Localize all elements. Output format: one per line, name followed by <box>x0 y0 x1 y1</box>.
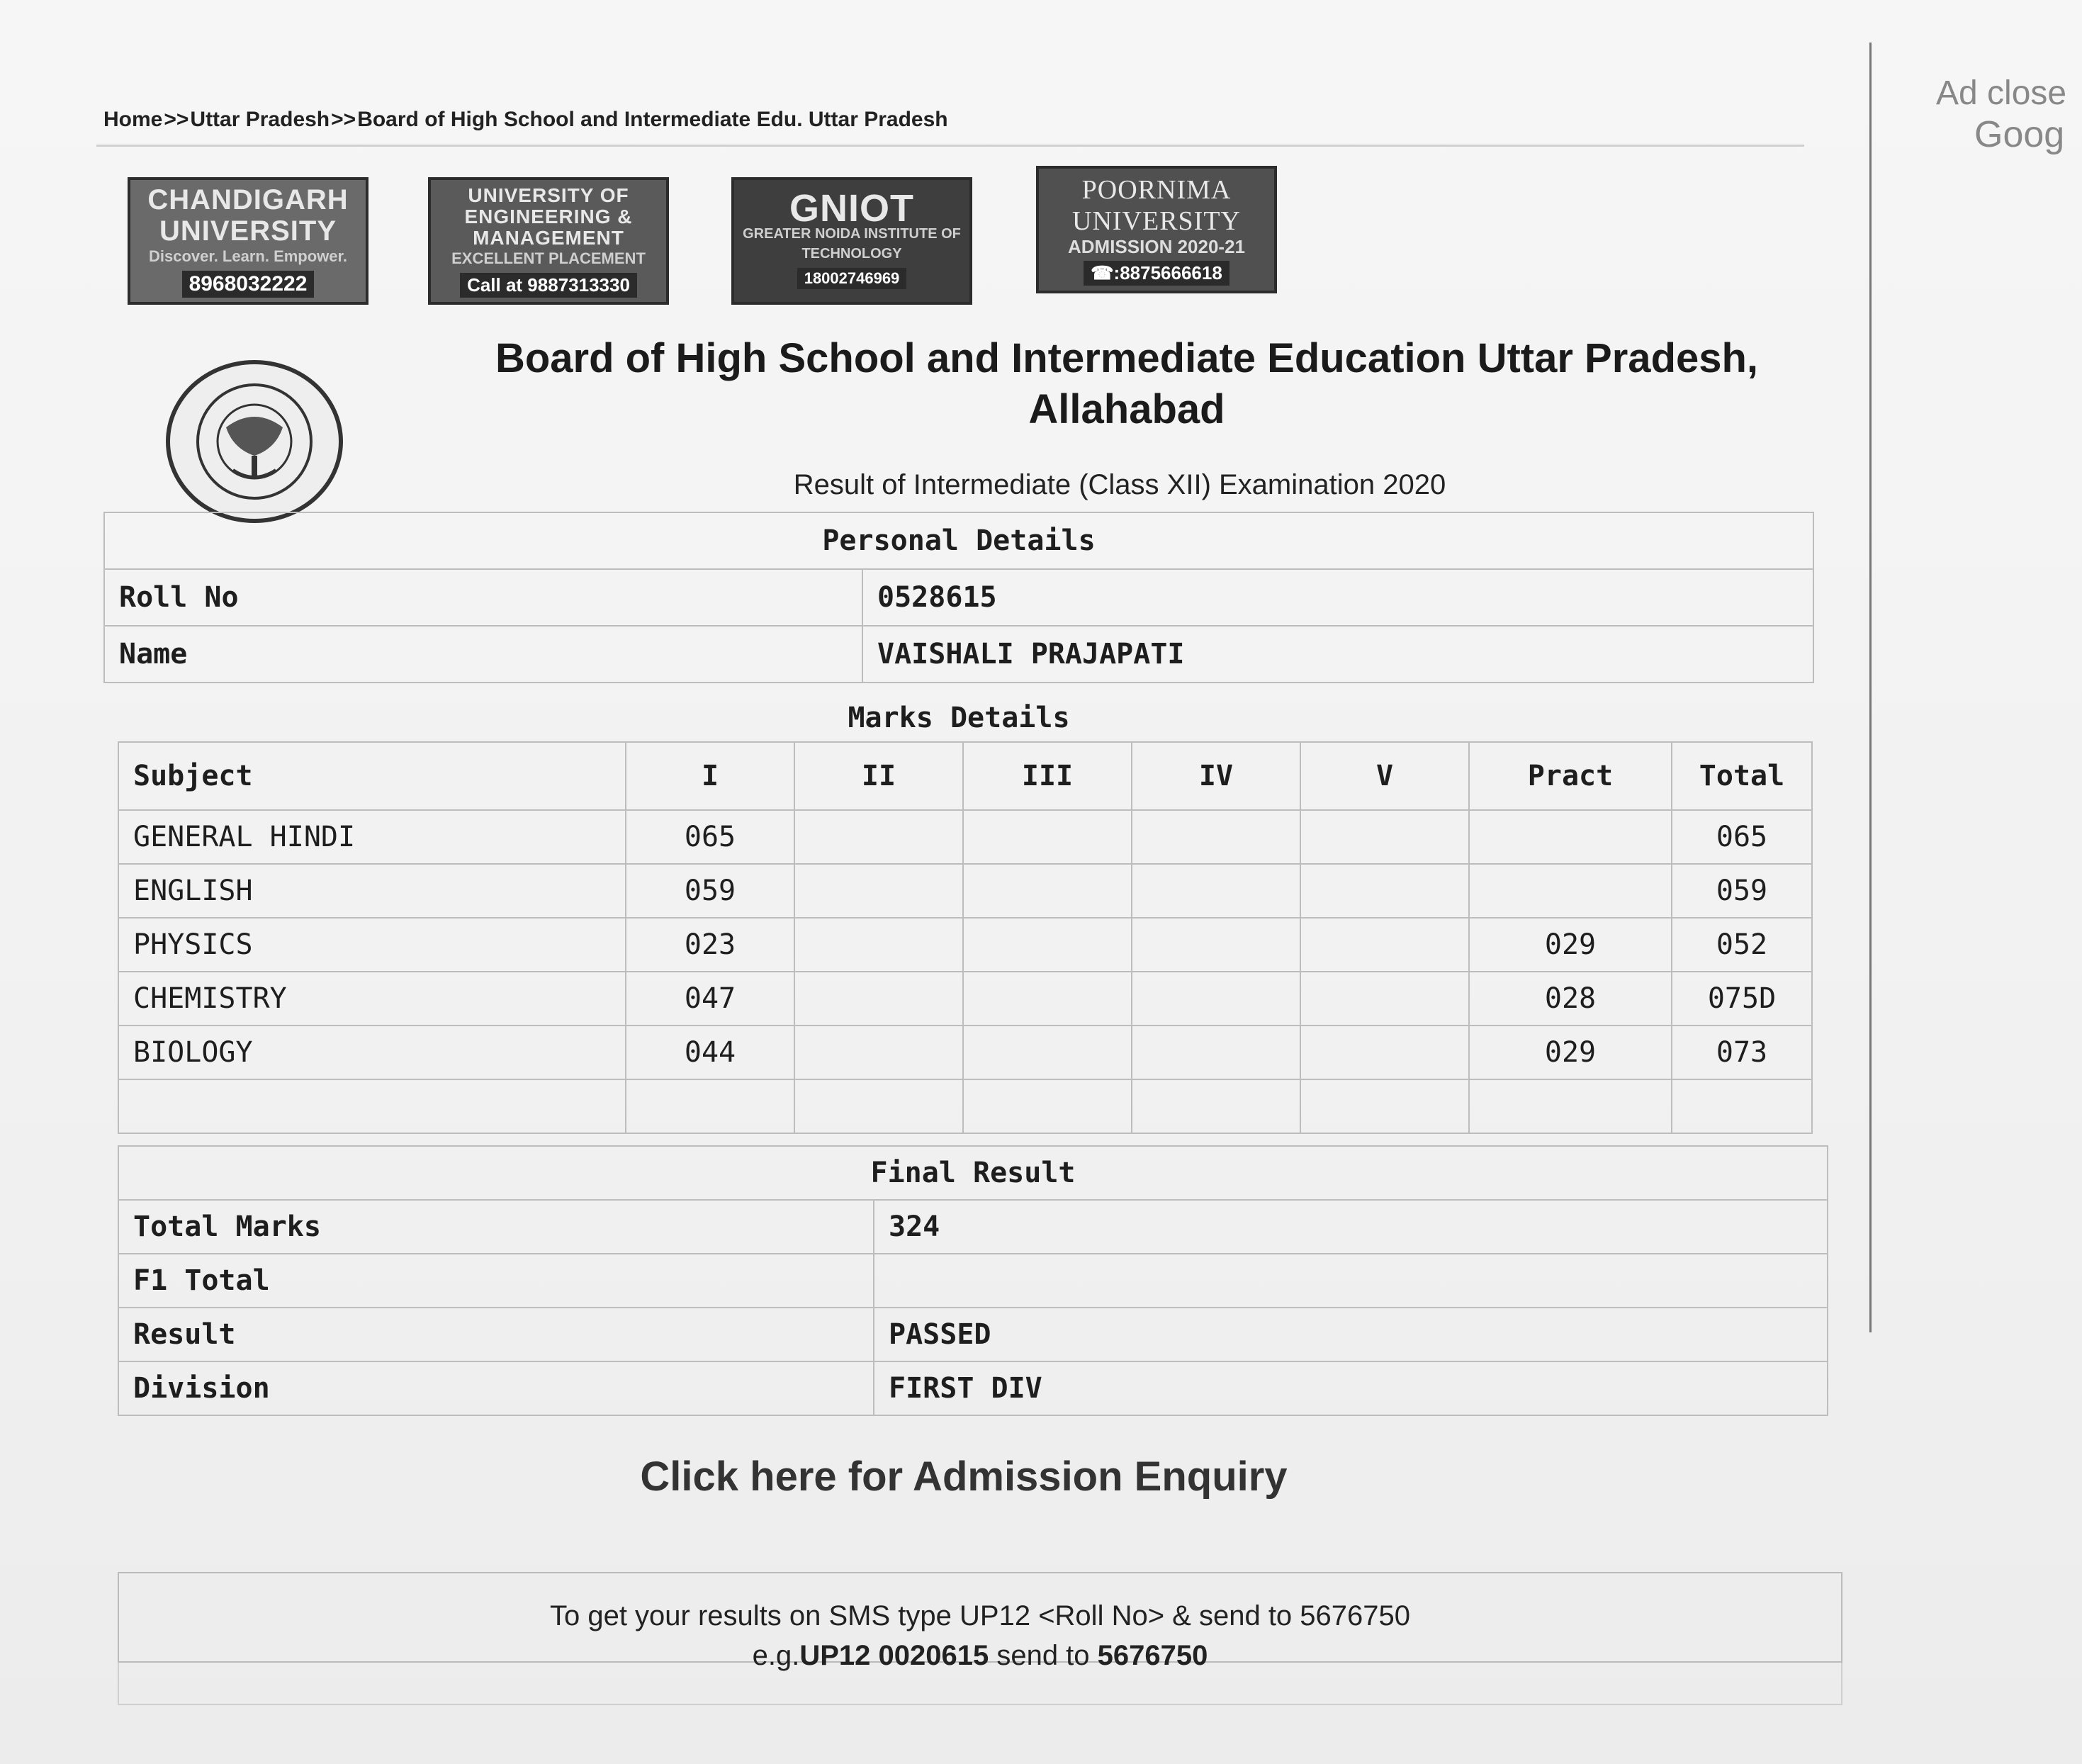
marks-header-row <box>118 742 1812 810</box>
col-total: Total <box>1672 742 1812 810</box>
ad-phone: 18002746969 <box>797 268 907 289</box>
col-ii: II <box>794 742 963 810</box>
subject-name: CHEMISTRY <box>118 972 626 1026</box>
sms-info-box <box>118 1572 1842 1671</box>
marks-pract: 029 <box>1469 1026 1672 1079</box>
total-marks-value: 324 <box>874 1200 1828 1254</box>
table-row <box>118 864 1812 918</box>
breadcrumb-state[interactable]: Uttar Pradesh <box>190 108 330 131</box>
marks-v <box>1300 810 1469 864</box>
marks-table <box>118 741 1813 1134</box>
name-label: Name <box>104 626 862 682</box>
ad-title: UNIVERSITY OF ENGINEERING & MANAGEMENT <box>464 184 633 249</box>
ad-phone: Call at 9887313330 <box>460 273 637 298</box>
sms-instruction: To get your results on SMS type UP12 <Roll No> & send to 5676750 <box>549 1600 1411 1631</box>
personal-details-table <box>103 512 1814 683</box>
marks-iv <box>1132 1026 1300 1079</box>
marks-iv <box>1132 864 1300 918</box>
ad-banner-chandigarh[interactable] <box>128 177 368 305</box>
marks-ii <box>794 918 963 972</box>
f1-total-label: F1 Total <box>118 1254 874 1308</box>
board-title <box>454 333 1800 435</box>
sms-example-mid: send to <box>989 1640 1098 1671</box>
division-value: FIRST DIV <box>874 1361 1828 1415</box>
empty-cell <box>1672 1079 1812 1133</box>
up-board-emblem-icon <box>166 360 343 523</box>
roll-no-value: 0528615 <box>862 569 1813 626</box>
result-value: PASSED <box>874 1308 1828 1361</box>
marks-ii <box>794 972 963 1026</box>
breadcrumb-separator: >> <box>164 108 189 131</box>
sms-example-code: UP12 0020615 <box>799 1640 989 1671</box>
ad-banner-gniot[interactable] <box>731 177 972 305</box>
marks-iv <box>1132 918 1300 972</box>
marks-i: 023 <box>626 918 794 972</box>
marks-ii <box>794 810 963 864</box>
col-pract: Pract <box>1469 742 1672 810</box>
marks-iii <box>963 810 1132 864</box>
marks-v <box>1300 864 1469 918</box>
breadcrumb <box>103 108 948 132</box>
ad-subtitle: ADMISSION 2020-21 <box>1068 235 1245 257</box>
marks-iv <box>1132 972 1300 1026</box>
marks-pract <box>1469 810 1672 864</box>
name-value: VAISHALI PRAJAPATI <box>862 626 1813 682</box>
ad-google-text: Goog <box>1974 114 2065 155</box>
ad-closed-text: Ad close <box>1936 74 2067 112</box>
subject-name: ENGLISH <box>118 864 626 918</box>
marks-pract: 029 <box>1469 918 1672 972</box>
subject-name: GENERAL HINDI <box>118 810 626 864</box>
ad-title: POORNIMA UNIVERSITY <box>1072 174 1241 236</box>
table-row <box>118 1026 1812 1079</box>
sms-example-number: 5676750 <box>1097 1640 1208 1671</box>
marks-iii <box>963 864 1132 918</box>
breadcrumb-divider <box>96 145 1804 147</box>
ad-subtitle: EXCELLENT PLACEMENT <box>451 249 646 267</box>
board-title-line2: Allahabad <box>1028 386 1225 432</box>
roll-no-label: Roll No <box>104 569 862 626</box>
col-i: I <box>626 742 794 810</box>
marks-total: 075D <box>1672 972 1812 1026</box>
marks-iii <box>963 972 1132 1026</box>
marks-iv <box>1132 810 1300 864</box>
breadcrumb-home[interactable]: Home <box>103 108 163 131</box>
ad-title: CHANDIGARH UNIVERSITY <box>147 184 349 247</box>
final-result-heading: Final Result <box>118 1146 1828 1200</box>
ad-subtitle: GREATER NOIDA INSTITUTE OF TECHNOLOGY <box>743 226 961 262</box>
ad-title: GNIOT <box>789 187 914 230</box>
table-row <box>118 918 1812 972</box>
division-label: Division <box>118 1361 874 1415</box>
sidebar-divider <box>1869 43 1872 1332</box>
marks-i: 047 <box>626 972 794 1026</box>
total-marks-label: Total Marks <box>118 1200 874 1254</box>
ad-banner-poornima[interactable] <box>1036 166 1277 293</box>
ad-phone: ☎:8875666618 <box>1084 261 1229 286</box>
breadcrumb-board[interactable]: Board of High School and Intermediate Edu. Uttar Pradesh <box>357 108 948 131</box>
breadcrumb-separator: >> <box>331 108 356 131</box>
marks-v <box>1300 972 1469 1026</box>
col-v: V <box>1300 742 1469 810</box>
empty-cell <box>118 1079 626 1133</box>
subject-name: BIOLOGY <box>118 1026 626 1079</box>
marks-total: 065 <box>1672 810 1812 864</box>
marks-v <box>1300 918 1469 972</box>
admission-enquiry-link[interactable]: Click here for Admission Enquiry <box>640 1454 1288 1500</box>
ad-subtitle: Discover. Learn. Empower. <box>148 247 347 265</box>
exam-title: Result of Intermediate (Class XII) Examination 2020 <box>793 469 1446 500</box>
f1-total-value <box>874 1254 1828 1308</box>
subject-name: PHYSICS <box>118 918 626 972</box>
personal-details-heading: Personal Details <box>104 512 1813 569</box>
col-iii: III <box>963 742 1132 810</box>
sms-box-footer <box>118 1663 1842 1705</box>
col-subject: Subject <box>118 742 626 810</box>
marks-total: 059 <box>1672 864 1812 918</box>
marks-ii <box>794 864 963 918</box>
empty-cell <box>1132 1079 1300 1133</box>
final-result-table <box>118 1145 1828 1416</box>
empty-cell <box>1300 1079 1469 1133</box>
marks-iii <box>963 1026 1132 1079</box>
marks-iii <box>963 918 1132 972</box>
marks-v <box>1300 1026 1469 1079</box>
col-iv: IV <box>1132 742 1300 810</box>
marks-i: 044 <box>626 1026 794 1079</box>
sms-example-prefix: e.g. <box>752 1640 800 1671</box>
result-label: Result <box>118 1308 874 1361</box>
board-title-line1: Board of High School and Intermediate Education Uttar Pradesh, <box>495 335 1759 381</box>
marks-pract <box>1469 864 1672 918</box>
marks-pract: 028 <box>1469 972 1672 1026</box>
table-row <box>118 972 1812 1026</box>
marks-ii <box>794 1026 963 1079</box>
empty-cell <box>963 1079 1132 1133</box>
marks-total: 073 <box>1672 1026 1812 1079</box>
table-row-empty <box>118 1079 1812 1133</box>
empty-cell <box>1469 1079 1672 1133</box>
marks-i: 059 <box>626 864 794 918</box>
marks-i: 065 <box>626 810 794 864</box>
marks-details-heading: Marks Details <box>848 702 1070 734</box>
ad-banner-uem[interactable] <box>428 177 669 305</box>
empty-cell <box>626 1079 794 1133</box>
marks-total: 052 <box>1672 918 1812 972</box>
empty-cell <box>794 1079 963 1133</box>
table-row <box>118 810 1812 864</box>
ad-phone: 8968032222 <box>182 271 315 298</box>
